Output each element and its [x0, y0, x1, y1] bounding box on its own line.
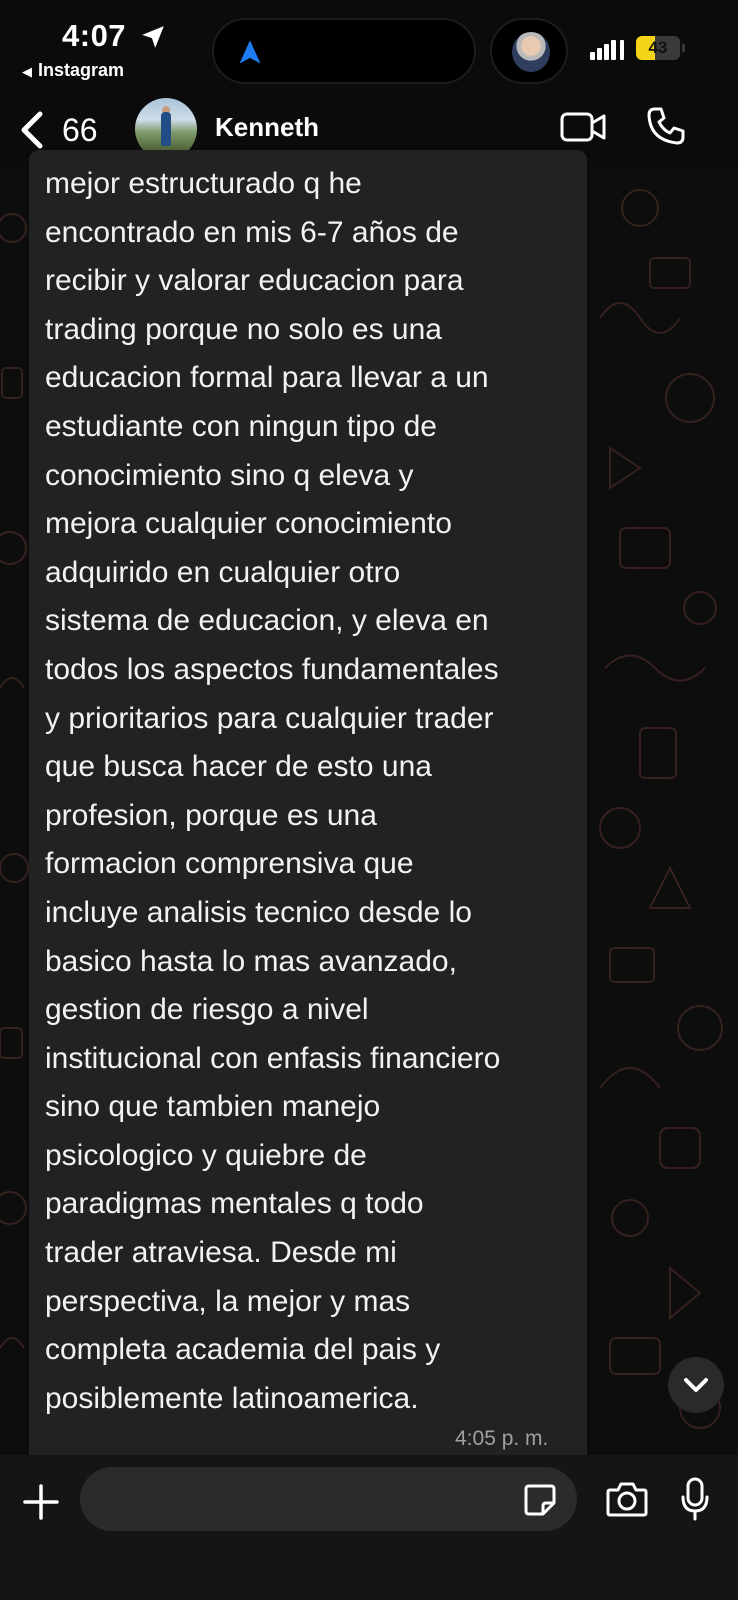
chevron-left-icon	[18, 110, 48, 150]
live-activity-avatar	[512, 32, 550, 72]
message-input[interactable]	[80, 1467, 577, 1531]
back-button[interactable]	[18, 106, 98, 154]
cellular-signal-icon	[590, 40, 626, 60]
battery-tip	[682, 44, 685, 52]
status-bar	[0, 0, 738, 92]
message-composer	[0, 1455, 738, 1600]
avatar-person-body	[161, 112, 171, 146]
phone-icon[interactable]	[646, 106, 686, 146]
status-time: 4:07	[62, 18, 127, 53]
video-camera-icon[interactable]	[560, 110, 606, 144]
microphone-icon[interactable]	[680, 1477, 710, 1521]
unread-count: 66	[62, 111, 98, 148]
battery-percent: 43	[648, 38, 668, 57]
message-timestamp: 4:05 p. m.	[455, 1427, 549, 1450]
camera-icon[interactable]	[606, 1481, 648, 1517]
dynamic-island[interactable]	[212, 18, 476, 84]
plus-icon[interactable]	[22, 1483, 60, 1521]
chevron-down-icon	[683, 1376, 709, 1394]
sticker-icon[interactable]	[523, 1483, 557, 1517]
battery-icon	[636, 36, 680, 60]
contact-name[interactable]: Kenneth	[215, 112, 319, 142]
back-to-app-link[interactable]	[22, 60, 124, 81]
dynamic-island-avatar[interactable]	[490, 18, 568, 84]
back-triangle-icon: ◀	[22, 64, 32, 79]
navigation-arrow-icon	[236, 38, 264, 66]
scroll-to-bottom-button[interactable]	[668, 1357, 724, 1413]
location-arrow-icon	[140, 24, 166, 50]
message-text: mejor estructurado q he encontrado en mis 6-7 años de recibir y valorar educacion para trading porque no solo es una educacion formal para llevar a un estudiante con ningun tipo de conocimiento sino q eleva y mejora cualquier conocimiento adquirido en cualquier otro sistema de educacion, y eleva en todos los aspectos fundamentales y prioritarios para cualquier trader que busca hacer de esto una profesion, porque es una formacion comprensiva que incluye analisis tecnico desde lo basico hasta lo mas avanzado, gestion de riesgo a nivel institucional con enfasis financiero sino que tambien manejo psicologico y quiebre de paradigmas mentales q todo trader atraviesa. Desde mi perspectiva, la mejor y mas completa academia del pais y posiblemente latinoamerica.	[45, 167, 501, 1415]
back-app-label: Instagram	[38, 60, 125, 80]
